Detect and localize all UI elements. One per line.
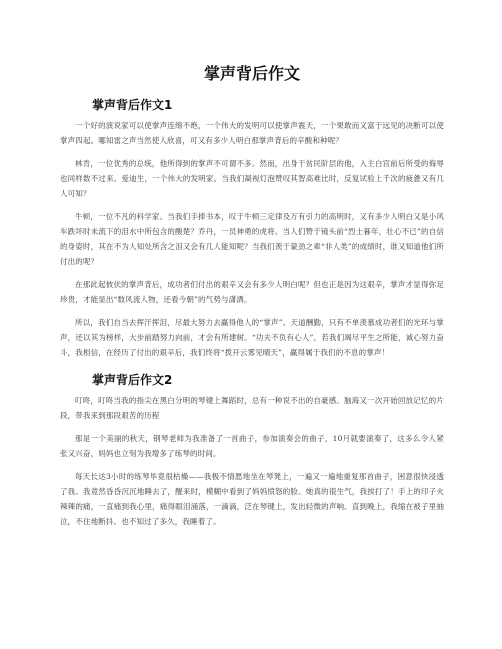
section-heading-2: 掌声背后作文2: [92, 373, 173, 387]
paragraph: 叮咚，叮咚当我的指尖在黑白分明的琴键上舞蹈时，总有一种说不出的自豪感。脑海又一次开始回放记忆的片段，带我来到那段艰苦的历程: [60, 396, 444, 420]
paragraph: 所以，我们自当去挥汗挥泪，尽最大努力去赢得他人的“掌声”。天道酬勤，只有不单羡慕成功者们的光环与掌声，还以其为榜样，大步前踏努力向前，才会有所建树。“功夫不负有心人”，若我们竭尽平生之所能，诚心努力奋斗，我相信，在经历了付出的艰辛后，我们终将“拨开云雾见晴天”，赢得属于我们的不息的掌声！: [60, 318, 444, 357]
section-body-2: [60, 393, 444, 529]
paragraph: 林肯，一位优秀的总统，他所得到的掌声不可谓不多。然而，出身于贫民阶层的他，入主白宫前后所受的侮辱也同样数不过来。爱迪生，一个伟大的发明家。当我们凝视灯泡赞叹其智高难比时，反复试验上千次的疲惫又有几人可知？: [60, 159, 444, 198]
paragraph: 牛顿，一位不凡的科学家。当我们手捧书本，叹于牛顿三定律及万有引力的高明时，又有多少人明白又是小风车跌坏时未流下的泪水中所包含的酸楚？乔丹，一员神勇的虎将。当人们赞于镜头前“烈士暮年，壮心不已”的自信的身姿时，其在不为人知处所含之泪又会有几人能知呢？当我们羡于蒙劲之辈“非人类”的成绩时，谁又知道他们所付出的呢？: [60, 212, 444, 266]
section-heading-1: 掌声背后作文1: [92, 98, 173, 112]
paragraph: 在那此起彼伏的掌声背后，成功者们付出的艰辛又会有多少人明白呢？但也正是因为这艰辛，掌声才显得弥足珍贵，才能显出“数风流人物，还看今朝”的气势与潇洒。: [60, 280, 444, 304]
document-title: 掌声背后作文: [203, 64, 300, 83]
section-body-1: [60, 118, 444, 360]
paragraph: 那是一个美丽的秋天，钢琴老师为我准备了一首曲子，参加演奏会的曲子，10月就要演奏了，这多么令人紧张又兴奋，妈妈也立刻为我增多了练琴的时间。: [60, 434, 444, 458]
paragraph: 每天长达3小时的练琴毕竟很枯燥——我极不情愿地坐在琴凳上，一遍又一遍地重复那首曲子，困意很快浸透了我。我竟然昏昏沉沉地睡去了，醒来时，模糊中看到了妈妈愤怒的脸。她真的很生气，我挨打了！手上的印子火辣辣的痛，一直痛到我心里，痛得眼泪涌落，一滴滴，泛在琴键上，发出轻微的声响。直到晚上，我缩在被子里抽泣，不住地断抖。也不知过了多久，我睡着了。: [60, 472, 444, 526]
paragraph: 一个好的演说家可以使掌声连绵不绝，一个伟大的发明可以使掌声震天，一个果敢而又富于远见的决断可以使掌声四起。哪知雷之声当然使人欣喜，可又有多少人明白那掌声背后的辛酸和种呢？: [60, 121, 444, 145]
